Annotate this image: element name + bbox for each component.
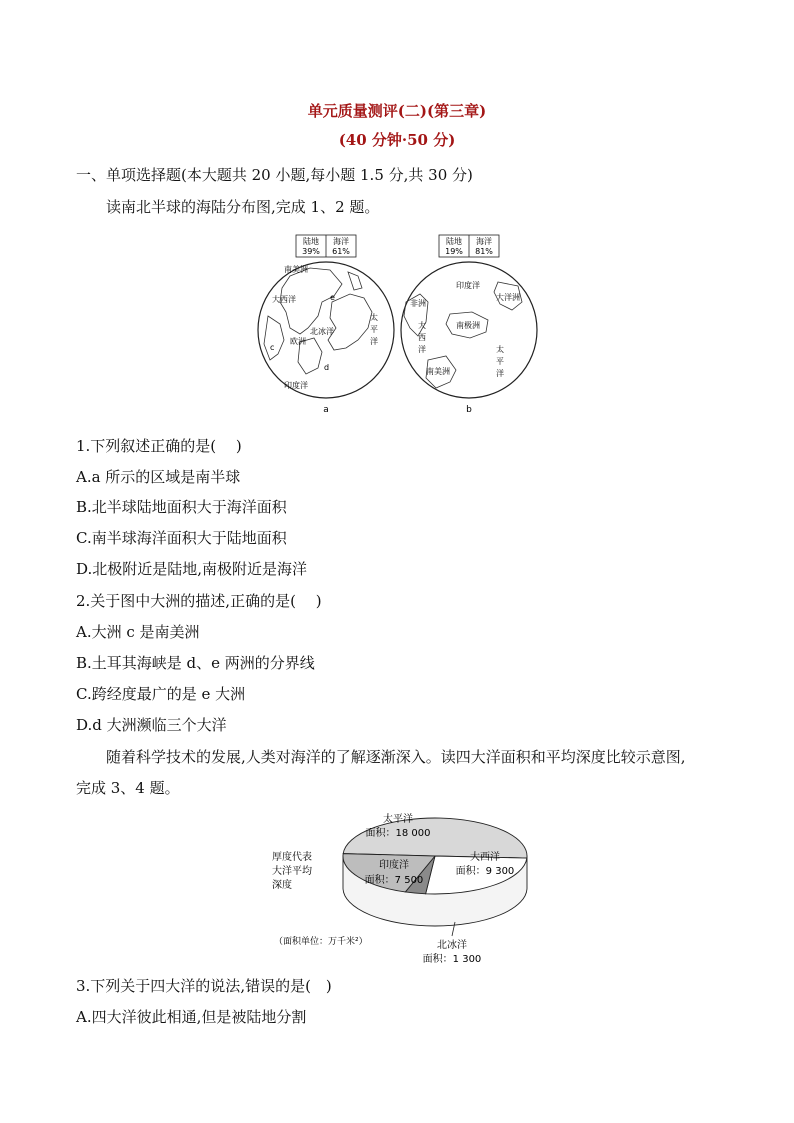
- globe-a: [258, 262, 394, 398]
- indian-name: 印度洋: [379, 860, 409, 871]
- globe-b-land-value: 19%: [445, 247, 463, 256]
- section-intro: 读南北半球的海陆分布图,完成 1、2 题。: [106, 198, 380, 216]
- globe-a-label-e: e: [330, 293, 335, 302]
- arctic-area: 面积：1 300: [422, 954, 482, 965]
- globe-a-label-pacific-2: 平: [370, 325, 378, 334]
- globe-a-ocean-value: 61%: [332, 247, 350, 256]
- globe-a-ocean-label: 海洋: [333, 237, 349, 246]
- q1-option-b: B.北半球陆地面积大于海洋面积: [76, 498, 287, 516]
- globe-a-land-label: 陆地: [303, 237, 319, 246]
- globe-a-land-value: 39%: [302, 247, 320, 256]
- atlantic-area: 面积：9 300: [455, 866, 515, 877]
- ocean-area-chart: [270, 804, 540, 968]
- page-title: 单元质量测评(二)(第三章): [307, 102, 487, 120]
- globe-a-label-indian: 印度洋: [284, 381, 308, 390]
- globe-b-label-antarctica: 南极洲: [456, 321, 480, 330]
- indian-area: 面积：7 500: [364, 875, 424, 886]
- globe-b-label-pacific-1: 太: [496, 345, 504, 354]
- globe-a-caption: a: [323, 405, 329, 415]
- globe-b-label-pacific-3: 洋: [496, 369, 504, 378]
- globe-b-ocean-value: 81%: [475, 247, 493, 256]
- q1-stem: 1.下列叙述正确的是( ): [76, 437, 242, 455]
- globe-a-label-europe: 欧洲: [290, 337, 306, 346]
- q2-option-c: C.跨经度最广的是 e 大洲: [76, 685, 246, 703]
- q2-stem: 2.关于图中大洲的描述,正确的是( ): [76, 592, 322, 610]
- page-subtitle: (40 分钟·50 分): [338, 131, 456, 149]
- section-heading: 一、单项选择题(本大题共 20 小题,每小题 1.5 分,共 30 分): [76, 166, 473, 184]
- globe-b-label-atlantic-3: 洋: [418, 345, 426, 354]
- side-label-3: 深度: [272, 880, 292, 891]
- globe-b-label-south-america: 南美洲: [426, 367, 450, 376]
- globe-a-label-pacific-1: 太: [370, 313, 378, 322]
- q1-option-c: C.南半球海洋面积大于陆地面积: [76, 529, 287, 547]
- globe-b-label-oceania: 大洋洲: [496, 293, 520, 302]
- globe-a-legend: [296, 235, 356, 257]
- atlantic-name: 大西洋: [470, 852, 500, 863]
- q2-option-d: D.d 大洲濒临三个大洋: [76, 716, 227, 734]
- globe-b-land-label: 陆地: [446, 237, 462, 246]
- globe-b-label-africa: 非洲: [410, 299, 426, 308]
- para2-line2: 完成 3、4 题。: [76, 779, 180, 797]
- q2-option-b: B.土耳其海峡是 d、e 两洲的分界线: [76, 654, 315, 672]
- globe-a-label-d: d: [324, 363, 330, 372]
- globe-b-ocean-label: 海洋: [476, 237, 492, 246]
- pacific-name: 太平洋: [383, 814, 413, 825]
- q3-option-a: A.四大洋彼此相通,但是被陆地分割: [76, 1008, 307, 1026]
- side-label-2: 大洋平均: [272, 866, 312, 877]
- globe-b-legend: [439, 235, 499, 257]
- q3-stem: 3.下列关于四大洋的说法,错误的是( ): [76, 977, 332, 995]
- q2-option-a: A.大洲 c 是南美洲: [76, 623, 200, 641]
- unit-note: （面积单位：万千米²）: [274, 937, 368, 947]
- globe-a-label-pacific-3: 洋: [370, 337, 378, 346]
- pacific-area: 面积：18 000: [365, 828, 431, 839]
- arctic-name: 北冰洋: [437, 940, 467, 951]
- globe-b: [401, 262, 537, 398]
- globe-a-label-arctic: 北冰洋: [310, 327, 334, 336]
- globe-a-label-south-america: 南美洲: [284, 265, 308, 274]
- side-label-1: 厚度代表: [272, 852, 312, 863]
- globe-b-label-pacific-2: 平: [496, 357, 504, 366]
- q1-option-a: A.a 所示的区域是南半球: [76, 468, 241, 486]
- hemisphere-maps: [250, 232, 550, 418]
- globe-b-label-indian: 印度洋: [456, 281, 480, 290]
- globe-a-label-c: c: [270, 343, 275, 352]
- globe-b-label-atlantic-1: 大: [418, 321, 426, 330]
- globe-b-caption: b: [466, 405, 472, 415]
- para2-line1: 随着科学技术的发展,人类对海洋的了解逐渐深入。读四大洋面积和平均深度比较示意图,: [106, 748, 686, 766]
- globe-a-label-atlantic: 大西洋: [272, 295, 296, 304]
- globe-b-label-atlantic-2: 西: [418, 333, 426, 342]
- q1-option-d: D.北极附近是陆地,南极附近是海洋: [76, 560, 308, 578]
